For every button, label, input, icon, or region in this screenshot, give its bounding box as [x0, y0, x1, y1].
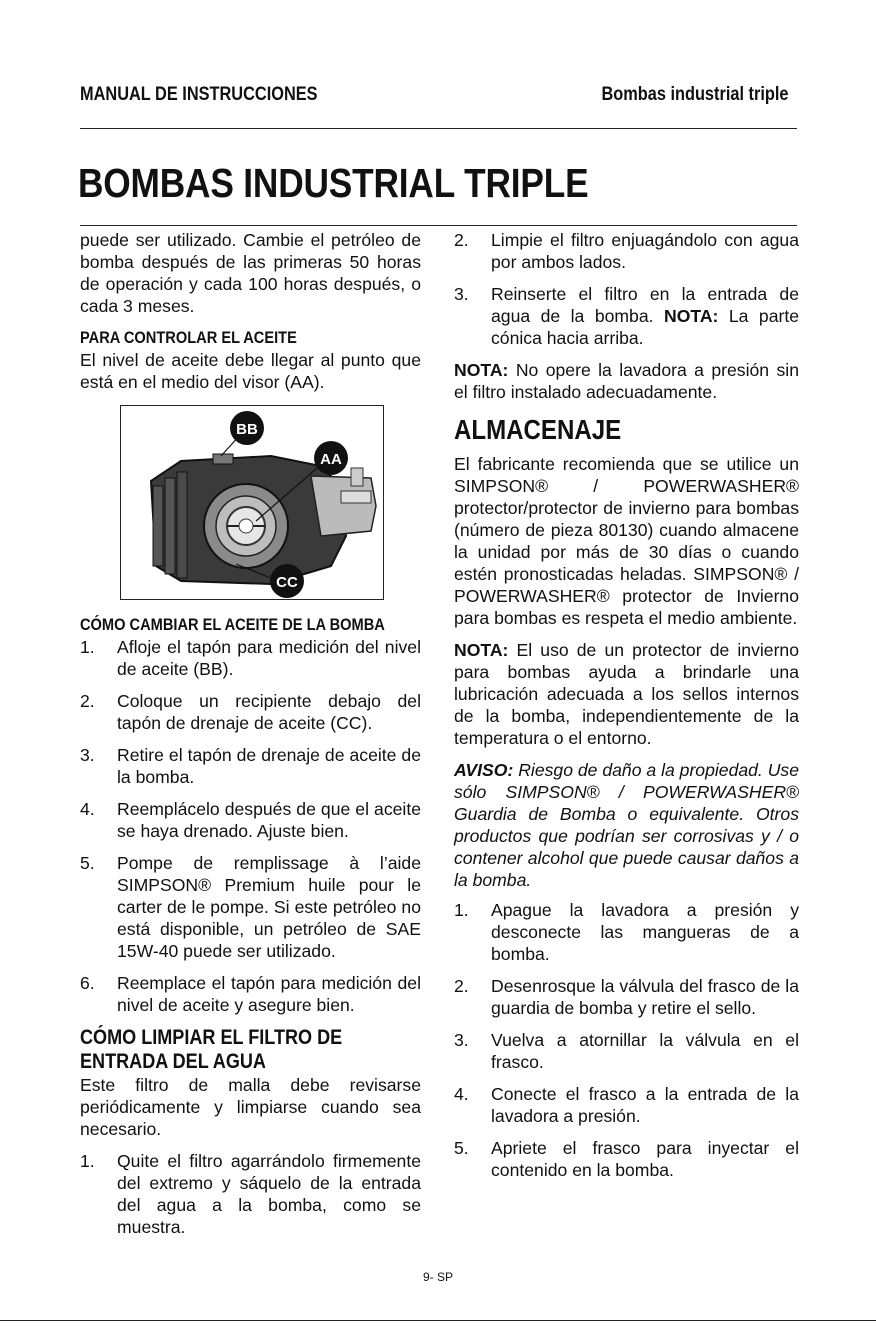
left-column [80, 229, 421, 1248]
list-item: 3. Vuelva a atornillar la válvula en el frasco. [454, 1030, 799, 1072]
list-item: 5. Apriete el frasco para inyectar el contenido en la bomba. [454, 1138, 799, 1180]
change-oil-heading: CÓMO CAMBIAR EL ACEITE DE LA BOMBA [80, 615, 385, 634]
right-column [454, 229, 799, 1191]
nota-storage: NOTA: El uso de un protector de invierno para bombas ayuda a brindarle una lubricación adecuada a los sellos internos de la bomba, independientemente de la temperatura o el entorno. [454, 640, 799, 748]
list-item: 6. Reemplace el tapón para medición del nivel de aceite y asegure bien. [80, 973, 421, 1015]
storage-text: El fabricante recomienda que se utilice un SIMPSON® / POWERWASHER® protector/protector de invierno para bombas (número de pieza 80130) cuando almacene la unidad por más de 30 días o cuando estén pronosticadas heladas. SIMPSON® / POWERWASHER® protector de Invierno para bombas es respeta el medio ambiente. [454, 454, 799, 628]
list-item: 1. Quite el filtro agarrándolo firmemente del extremo y sáquelo de la entrada del agua a la bomba, como se muestra. [80, 1151, 421, 1237]
list-item: 3. Retire el tapón de drenaje de aceite de la bomba. [80, 745, 421, 787]
header-manual-title: MANUAL DE INSTRUCCIONES [80, 84, 318, 105]
check-oil-heading: PARA CONTROLAR EL ACEITE [80, 328, 297, 347]
intro-paragraph: puede ser utilizado. Cambie el petróleo de bomba después de las primeras 50 horas de operación y cada 100 horas después, o cada 3 meses. [80, 230, 421, 316]
list-item: 2. Desenrosque la válvula del frasco de la guardia de bomba y retire el sello. [454, 976, 799, 1018]
filter-heading-line1: CÓMO LIMPIAR EL FILTRO DE [80, 1026, 343, 1049]
change-oil-steps [80, 636, 421, 1016]
footer-divider [0, 1320, 876, 1321]
list-item: 3. Reinserte el filtro en la entrada de agua de la bomba. NOTA: La parte cónica hacia arriba. [454, 284, 800, 348]
pump-drawing [121, 406, 383, 599]
list-item: 1. Apague la lavadora a presión y desconecte las mangueras de a bomba. [454, 900, 799, 964]
title-divider [80, 225, 797, 226]
list-item: 4. Reemplácelo después de que el aceite se haya drenado. Ajuste bien. [80, 799, 421, 841]
label-bb: BB [236, 421, 258, 438]
filter-heading-line2: ENTRADA DEL AGUA [80, 1050, 266, 1073]
filter-steps-left [80, 1150, 421, 1238]
filter-steps-right [454, 229, 799, 349]
aviso-warning: AVISO: Riesgo de daño a la propiedad. Use sólo SIMPSON® / POWERWASHER® Guardia de Bomba o equivalente. Otros productos que podrían ser corrosivas y / o contener alcohol que puede causar daños a la bomba. [454, 760, 799, 890]
page-number: 9- SP [422, 1270, 453, 1284]
list-item: 4. Conecte el frasco a la entrada de la lavadora a presión. [454, 1084, 799, 1126]
header-product-name: Bombas industrial triple [600, 84, 788, 105]
pump-illustration [120, 405, 384, 600]
storage-heading: ALMACENAJE [454, 414, 622, 445]
label-aa: AA [320, 451, 342, 468]
page-title: BOMBAS INDUSTRIAL TRIPLE [78, 160, 589, 206]
label-cc: CC [276, 574, 298, 591]
nota-filter: NOTA: No opere la lavadora a presión sin el filtro instalado adecuadamente. [454, 360, 799, 402]
list-item: 5. Pompe de remplissage à l’aide SIMPSON® Premium huile pour le carter de le pompe. Si este petróleo no está disponible, un petróleo de SAE 15W-40 puede ser utilizado. [80, 853, 421, 961]
check-oil-text: El nivel de aceite debe llegar al punto que está en el medio del visor (AA). [80, 350, 421, 392]
list-item: 2. Coloque un recipiente debajo del tapón de drenaje de aceite (CC). [80, 691, 421, 733]
list-item: 2. Limpie el filtro enjuagándolo con agua por ambos lados. [454, 230, 799, 272]
list-item: 1. Afloje el tapón para medición del nivel de aceite (BB). [80, 637, 421, 679]
storage-steps [454, 899, 799, 1181]
filter-text: Este filtro de malla debe revisarse periódicamente y limpiarse cuando sea necesario. [80, 1075, 421, 1139]
header-divider [80, 128, 797, 129]
